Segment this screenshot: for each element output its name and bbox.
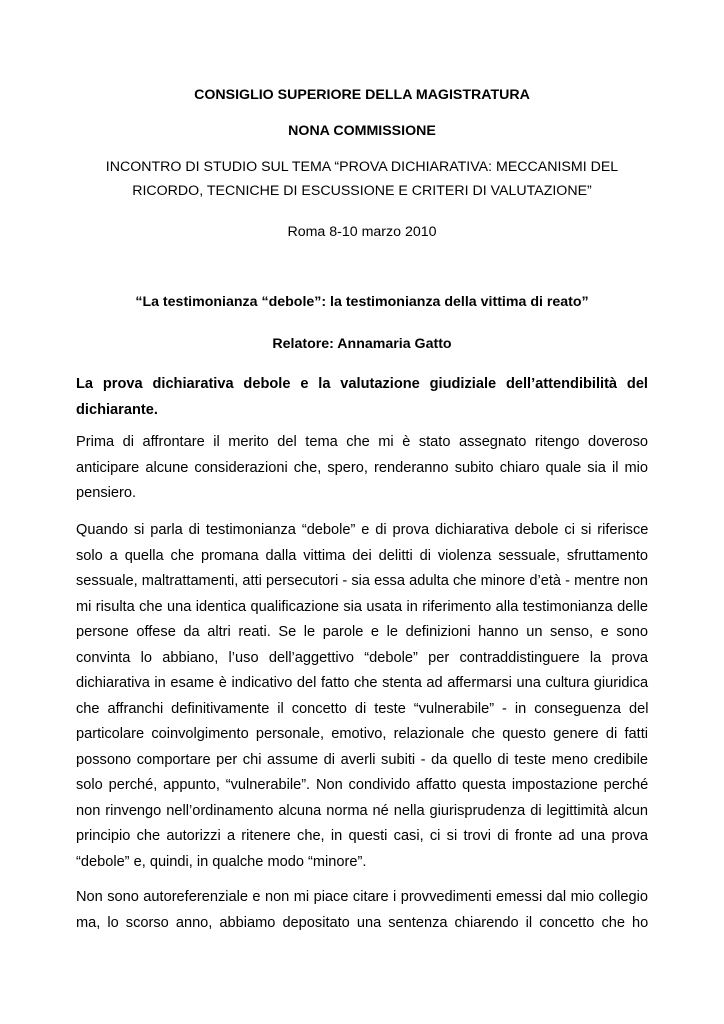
meeting-title-line-1: INCONTRO DI STUDIO SUL TEMA “PROVA DICHIARATIVA: MECCANISMI DEL	[105, 159, 619, 175]
paragraph-line: solo perché, appunto, “vulnerabile”. Non condivido affatto questa impostazione perché	[76, 777, 649, 793]
paragraph-line: possono comportare per chi assume di averli subiti - da quello di teste meno credibile	[76, 751, 648, 768]
meeting-title	[76, 155, 648, 203]
paragraph-line: persone offese da altri reati. Se le parole e le definizioni hanno un senso, e sono	[76, 624, 648, 640]
talk-title: “La testimonianza “debole”: la testimonianza della vittima di reato”	[135, 294, 589, 310]
section-title-line-2: dichiarante.	[76, 401, 158, 418]
paragraph-2	[76, 518, 648, 875]
place-date: Roma 8-10 marzo 2010	[287, 224, 437, 240]
commission-heading: NONA COMMISSIONE	[288, 123, 436, 139]
document-page	[76, 0, 648, 1024]
paragraph-line: Non sono autoreferenziale e non mi piace citare i provvedimenti emessi dal mio collegio	[76, 889, 649, 905]
paragraph-line: ma, lo scorso anno, abbiamo depositato una sentenza chiarendo il concetto che ho	[76, 914, 649, 931]
meeting-title-line-2: RICORDO, TECNICHE DI ESCUSSIONE E CRITERI DI VALUTAZIONE”	[132, 183, 592, 199]
paragraph-line: convinta lo abbiano, l’uso dell’aggettivo “debole” per contraddistinguere la prova	[76, 649, 648, 666]
paragraph-line: particolare coinvolgimento personale, emotivo, relazionale che questo genere di fatti	[76, 726, 648, 742]
paragraph-3	[76, 885, 648, 936]
section-title-line-1: La prova dichiarativa debole e la valutazione giudiziale dell’attendibilità del	[76, 376, 648, 392]
speaker-line: Relatore: Annamaria Gatto	[272, 336, 452, 352]
paragraph-line: Prima di affrontare il merito del tema che mi è stato assegnato ritengo doveroso	[76, 434, 649, 450]
paragraph-line: Quando si parla di testimonianza “debole” e di prova dichiarativa debole ci si riferisce	[76, 522, 649, 538]
section-title	[76, 372, 648, 423]
paragraph-1	[76, 430, 648, 507]
institution-heading: CONSIGLIO SUPERIORE DELLA MAGISTRATURA	[194, 87, 530, 103]
paragraph-line: non rinvengo nell’ordinamento alcuna norma né nella giurisprudenza di legittimità alcun	[76, 802, 649, 819]
paragraph-line: pensiero.	[76, 485, 137, 501]
paragraph-line: mi risulta che una identica qualificazione sia usata in riferimento alla testimonianza delle	[76, 598, 648, 615]
paragraph-line: dichiarativa in esame è indicativo del fatto che stenta ad affermarsi una cultura giuridica	[76, 675, 649, 691]
paragraph-line: che affranchi definitivamente il concetto di teste “vulnerabile” - in conseguenza del	[76, 700, 649, 717]
paragraph-line: solo a quella che promana dalla vittima dei delitti di violenza sessuale, sfruttamento	[76, 547, 648, 564]
paragraph-line: sessuale, maltrattamenti, atti persecutori - sia essa adulta che minore d’età - mentre non	[76, 573, 649, 589]
paragraph-line: “debole” e, quindi, in qualche modo “minore”.	[76, 853, 367, 870]
paragraph-line: principio che autorizzi a ritenere che, in questi casi, ci si trovi di fronte ad una prova	[76, 828, 648, 844]
paragraph-line: anticipare alcune considerazioni che, spero, renderanno subito chiaro quale sia il mio	[76, 459, 649, 476]
